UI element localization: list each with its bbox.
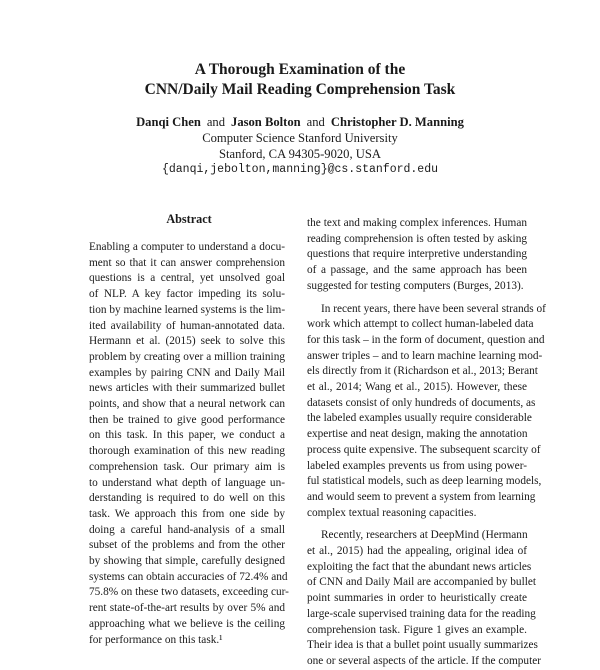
body-line: Their idea is that a bullet point usually summarizes — [307, 639, 538, 652]
body-line: datasets consist of only hundreds of documents, as — [307, 396, 536, 409]
abstract-line: tion by machine learned systems is the lim- — [89, 303, 286, 316]
abstract-line: by showing that simple, carefully designed — [89, 555, 285, 568]
author-3: Christopher D. Manning — [330, 115, 464, 129]
abstract-line: to understand what depth of language un- — [89, 476, 285, 489]
body-line: answer triples – and to learn machine learning mod- — [307, 349, 543, 362]
body-line: et al., 2015) had the appealing, original idea of — [307, 545, 527, 558]
body-line: Recently, researchers at DeepMind (Hermann — [321, 529, 528, 542]
abstract-line: doing a careful hand-analysis of a small — [89, 523, 285, 536]
address: Stanford, CA 94305-9020, USA — [219, 147, 381, 161]
abstract-line: Hermann et al. (2015) seek to solve this — [89, 335, 285, 348]
abstract-body — [89, 240, 289, 648]
author-block — [0, 114, 600, 178]
body-line: work which attempt to collect human-labeled data — [307, 318, 534, 331]
abstract-line: examples by pairing CNN and Daily Mail — [89, 366, 285, 379]
body-line: questions that require interpretive understanding — [307, 248, 527, 261]
abstract-line: ited availability of human-annotated data. — [89, 319, 285, 332]
abstract-line: Enabling a computer to understand a docu- — [89, 241, 285, 253]
abstract-line: problem by creating over a million training — [89, 350, 285, 363]
abstract-line: points, and show that a neural network can — [89, 398, 285, 411]
abstract-line: comprehension task. Our primary aim is — [89, 460, 285, 473]
body-line: els directly from it (Richardson et al., 2013; Berant — [307, 365, 538, 378]
and-2: and — [306, 115, 325, 129]
body-line: the labeled examples usually require considerable — [307, 412, 532, 425]
body-line: et al., 2014; Wang et al., 2015). However, these — [307, 381, 527, 394]
abstract-line: 75.8% on these two datasets, exceeding cur- — [89, 586, 289, 599]
email: {danqi,jebolton,manning}@cs.stanford.edu — [161, 163, 439, 176]
body-line: suggested for testing computers (Burges, 2013). — [307, 279, 524, 292]
abstract-line: for performance on this task.¹ — [89, 633, 223, 646]
author-1: Danqi Chen — [136, 115, 201, 129]
author-2: Jason Bolton — [231, 115, 301, 129]
author-names — [0, 114, 600, 130]
body-line: exploiting the fact that the abundant news articles — [307, 560, 532, 573]
body-line: comprehension task. Figure 1 gives an example. — [307, 623, 527, 636]
body-line: ful statistical models, such as deep learning models, — [307, 475, 542, 488]
abstract-line: subset of the problems and from the other — [89, 539, 285, 552]
title-line-1: A Thorough Examination of the — [194, 61, 406, 78]
abstract-line: news articles with their summarized bullet — [89, 382, 285, 395]
body-line: of CNN and Daily Mail are accompanied by bullet — [307, 576, 537, 589]
paper-title — [0, 60, 600, 100]
body-line: one or several aspects of the article. If the computer — [307, 654, 541, 667]
abstract-line: task. We approach this from one side by — [89, 507, 285, 520]
abstract-line: thorough examination of this new reading — [89, 445, 285, 458]
abstract-line: questions is a central, yet unsolved goal — [89, 272, 285, 285]
abstract-heading: Abstract — [166, 212, 212, 226]
body-line: point summaries in order to heuristically create — [307, 592, 527, 605]
abstract-line: ment so that it can answer comprehension — [89, 256, 285, 269]
abstract-line: derstanding is required to do well on this — [89, 492, 285, 505]
body-line: process quite expensive. The subsequent scarcity of — [307, 443, 541, 456]
body-line: reading comprehension is often tested by asking — [307, 232, 527, 245]
abstract-line: systems can obtain accuracies of 72.4% and — [89, 570, 288, 583]
body-line: large-scale supervised training data for the reading — [307, 607, 536, 620]
body-line: for this task – in the form of document, question and — [307, 333, 545, 346]
abstract-line: of NLP. A key factor impeding its solu- — [89, 288, 285, 301]
title-line-2: CNN/Daily Mail Reading Comprehension Task — [144, 81, 456, 98]
body-line: complex textual reasoning capacities. — [307, 506, 477, 519]
intro-body — [307, 216, 546, 670]
body-line: and would seem to prevent a system from learning — [307, 490, 536, 503]
body-line: the text and making complex inferences. Human — [307, 217, 527, 229]
abstract-line: on this task. In this paper, we conduct a — [89, 429, 285, 442]
abstract-line: then be trained to give good performance — [89, 413, 285, 426]
abstract-line: rent state-of-the-art results by over 5% and — [89, 602, 285, 615]
abstract-line: approaching what we believe is the ceiling — [89, 617, 285, 630]
body-line: of a passage, and the same approach has been — [307, 264, 527, 277]
and-1: and — [206, 115, 226, 129]
body-line: labeled examples prevents us from using power- — [307, 459, 527, 472]
body-line: In recent years, there have been several strands of — [321, 302, 546, 315]
affiliation: Computer Science Stanford University — [202, 131, 398, 145]
body-line: expertise and neat design, making the annotation — [307, 428, 528, 441]
